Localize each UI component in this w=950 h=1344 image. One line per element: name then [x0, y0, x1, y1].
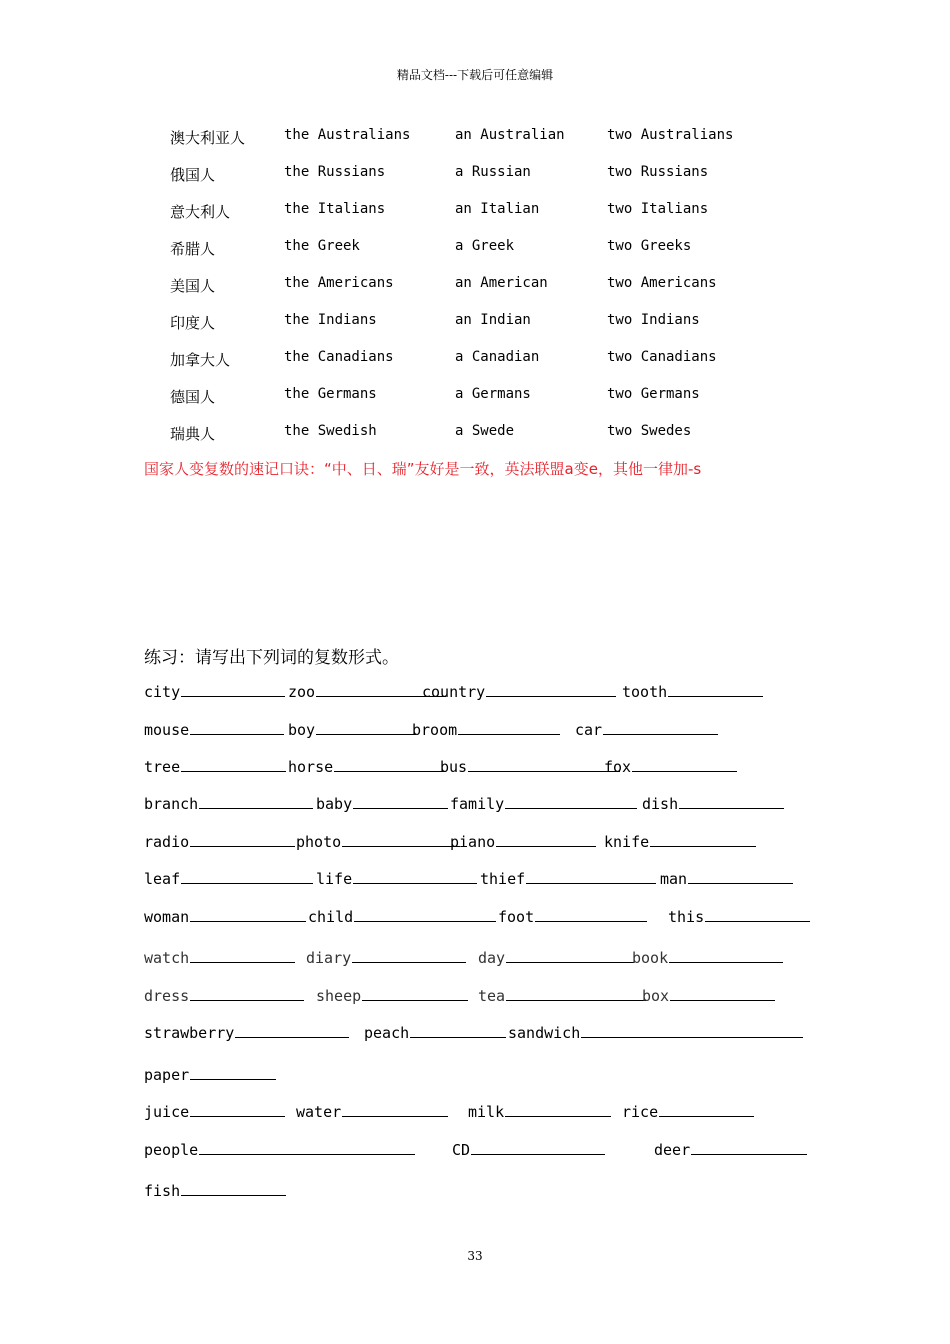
- nationality-row: [0, 164, 950, 188]
- exercise-word: tooth: [622, 683, 668, 701]
- exercise-item: [296, 1102, 448, 1121]
- answer-blank[interactable]: [181, 757, 286, 772]
- nationality-single: an Australian: [455, 127, 565, 143]
- exercise-word: sheep: [316, 987, 362, 1005]
- exercise-item: [144, 720, 284, 739]
- nationality-chinese: 德国人: [170, 388, 216, 406]
- nationality-group: the Swedish: [284, 423, 377, 439]
- nationality-plural: two Indians: [607, 312, 700, 328]
- exercise-word: piano: [450, 833, 496, 851]
- exercise-item: [144, 1140, 415, 1159]
- exercise-item: [450, 794, 637, 813]
- answer-blank[interactable]: [199, 1140, 415, 1155]
- exercise-row: [144, 682, 824, 708]
- exercise-item: [642, 794, 784, 813]
- answer-blank[interactable]: [679, 794, 784, 809]
- nationality-single: a Greek: [455, 238, 515, 254]
- exercise-word: family: [450, 795, 505, 813]
- nationality-chinese: 瑞典人: [170, 425, 216, 443]
- nationality-single: an American: [455, 275, 548, 291]
- exercise-item: [308, 907, 496, 926]
- exercise-item: [632, 948, 783, 967]
- exercise-word: peach: [364, 1024, 410, 1042]
- nationality-chinese: 美国人: [170, 277, 216, 295]
- nationality-plural: two Greeks: [607, 238, 692, 254]
- answer-blank[interactable]: [334, 757, 446, 772]
- exercise-row: [144, 948, 824, 974]
- exercise-item: [144, 986, 304, 1005]
- exercise-word: photo: [296, 833, 342, 851]
- answer-blank[interactable]: [496, 832, 596, 847]
- nationality-group: the Australians: [284, 127, 411, 143]
- exercise-word: bus: [440, 758, 468, 776]
- answer-blank[interactable]: [352, 948, 466, 963]
- page-header: 精品文档---下载后可任意编辑: [396, 68, 554, 82]
- exercise-item: [575, 720, 718, 739]
- exercise-word: woman: [144, 908, 190, 926]
- answer-blank[interactable]: [526, 869, 656, 884]
- exercise-item: [654, 1140, 807, 1159]
- exercise-word: book: [632, 949, 669, 967]
- exercise-word: leaf: [144, 870, 181, 888]
- exercise-item: [478, 986, 646, 1005]
- nationality-plural: two Australians: [607, 127, 734, 143]
- exercise-item: [144, 1065, 276, 1084]
- answer-blank[interactable]: [505, 1102, 611, 1117]
- exercise-item: [622, 682, 763, 701]
- nationality-plural: two Italians: [607, 201, 709, 217]
- exercise-word: city: [144, 683, 181, 701]
- nationality-single: a Russian: [455, 164, 531, 180]
- exercise-word: radio: [144, 833, 190, 851]
- answer-blank[interactable]: [342, 832, 460, 847]
- answer-blank[interactable]: [705, 907, 810, 922]
- exercise-row: [144, 794, 824, 820]
- exercise-word: foot: [498, 908, 535, 926]
- nationality-row: [0, 201, 950, 225]
- exercise-word: CD: [452, 1141, 471, 1159]
- exercise-item: [316, 869, 477, 888]
- answer-blank[interactable]: [659, 1102, 754, 1117]
- nationality-row: [0, 349, 950, 373]
- nationality-group: the Americans: [284, 275, 394, 291]
- exercise-word: dish: [642, 795, 679, 813]
- exercise-word: child: [308, 908, 354, 926]
- exercise-item: [422, 682, 616, 701]
- exercise-word: horse: [288, 758, 334, 776]
- exercise-word: water: [296, 1103, 342, 1121]
- exercise-item: [364, 1023, 506, 1042]
- nationality-row: [0, 127, 950, 151]
- exercise-word: watch: [144, 949, 190, 967]
- nationality-group: the Russians: [284, 164, 386, 180]
- nationality-chinese: 加拿大人: [170, 351, 231, 369]
- nationality-single: an Indian: [455, 312, 531, 328]
- answer-blank[interactable]: [190, 720, 284, 735]
- exercise-word: paper: [144, 1066, 190, 1084]
- nationality-group: the Greek: [284, 238, 360, 254]
- exercise-word: rice: [622, 1103, 659, 1121]
- exercise-row: [144, 986, 824, 1012]
- exercise-item: [478, 948, 634, 967]
- exercise-item: [288, 720, 416, 739]
- exercise-word: mouse: [144, 721, 190, 739]
- exercise-item: [622, 1102, 754, 1121]
- exercise-word: broom: [412, 721, 458, 739]
- exercise-item: [604, 832, 756, 851]
- exercise-word: tea: [478, 987, 506, 1005]
- exercise-word: boy: [288, 721, 316, 739]
- exercise-item: [144, 794, 313, 813]
- exercise-word: fish: [144, 1182, 181, 1200]
- exercise-word: thief: [480, 870, 526, 888]
- nationality-group: the Germans: [284, 386, 377, 402]
- exercise-item: [604, 757, 737, 776]
- exercise-word: zoo: [288, 683, 316, 701]
- exercise-word: strawberry: [144, 1024, 235, 1042]
- exercise-item: [296, 832, 460, 851]
- nationality-chinese: 印度人: [170, 314, 216, 332]
- exercise-item: [144, 869, 313, 888]
- nationality-plural: two Germans: [607, 386, 700, 402]
- exercise-item: [440, 757, 620, 776]
- nationality-single: a Canadian: [455, 349, 540, 365]
- answer-blank[interactable]: [181, 682, 285, 697]
- answer-blank[interactable]: [316, 720, 416, 735]
- nationality-row: [0, 238, 950, 262]
- nationality-chinese: 意大利人: [170, 203, 231, 221]
- exercise-row: [144, 869, 824, 895]
- nationality-row: [0, 386, 950, 410]
- exercise-item: [144, 832, 295, 851]
- answer-blank[interactable]: [650, 832, 756, 847]
- exercise-row: [144, 832, 824, 858]
- exercise-word: car: [575, 721, 603, 739]
- nationality-plural: two Americans: [607, 275, 717, 291]
- answer-blank[interactable]: [505, 794, 637, 809]
- exercise-item: [498, 907, 647, 926]
- exercise-word: people: [144, 1141, 199, 1159]
- exercise-item: [316, 794, 448, 813]
- nationality-single: an Italian: [455, 201, 540, 217]
- nationality-group: the Canadians: [284, 349, 394, 365]
- plural-mnemonic-tip: 国家人变复数的速记口诀：“中、日、瑞”友好是一致，英法联盟a变e，其他一律加-s: [144, 460, 702, 478]
- answer-blank[interactable]: [362, 986, 468, 1001]
- nationality-chinese: 俄国人: [170, 166, 216, 184]
- answer-blank[interactable]: [691, 1140, 807, 1155]
- answer-blank[interactable]: [410, 1023, 506, 1038]
- page-number: 33: [467, 1249, 483, 1263]
- answer-blank[interactable]: [506, 986, 646, 1001]
- exercise-item: [316, 986, 468, 1005]
- answer-blank[interactable]: [468, 757, 620, 772]
- nationality-single: a Swede: [455, 423, 515, 439]
- exercise-item: [450, 832, 596, 851]
- exercise-item: [412, 720, 560, 739]
- exercise-word: tree: [144, 758, 181, 776]
- answer-blank[interactable]: [506, 948, 634, 963]
- exercise-row: [144, 1023, 824, 1049]
- exercise-item: [452, 1140, 605, 1159]
- answer-blank[interactable]: [190, 986, 304, 1001]
- exercise-item: [660, 869, 793, 888]
- nationality-row: [0, 275, 950, 299]
- nationality-row: [0, 423, 950, 447]
- answer-blank[interactable]: [535, 907, 647, 922]
- answer-blank[interactable]: [486, 682, 616, 697]
- exercise-word: baby: [316, 795, 353, 813]
- nationality-plural: two Canadians: [607, 349, 717, 365]
- answer-blank[interactable]: [235, 1023, 349, 1038]
- answer-blank[interactable]: [190, 1102, 285, 1117]
- answer-blank[interactable]: [353, 794, 448, 809]
- exercise-word: knife: [604, 833, 650, 851]
- exercise-row: [144, 1140, 824, 1166]
- answer-blank[interactable]: [471, 1140, 605, 1155]
- exercise-word: man: [660, 870, 688, 888]
- exercise-item: [144, 1181, 286, 1200]
- nationality-plural: two Swedes: [607, 423, 692, 439]
- answer-blank[interactable]: [190, 1065, 276, 1080]
- answer-blank[interactable]: [190, 948, 295, 963]
- exercise-item: [468, 1102, 611, 1121]
- answer-blank[interactable]: [181, 1181, 286, 1196]
- exercise-item: [508, 1023, 803, 1042]
- answer-blank[interactable]: [668, 682, 763, 697]
- answer-blank[interactable]: [688, 869, 793, 884]
- exercise-item: [144, 682, 285, 701]
- exercise-word: sandwich: [508, 1024, 581, 1042]
- exercise-row: [144, 1102, 824, 1128]
- exercise-word: this: [668, 908, 705, 926]
- exercise-row: [144, 1065, 824, 1091]
- answer-blank[interactable]: [458, 720, 560, 735]
- answer-blank[interactable]: [181, 869, 313, 884]
- exercise-item: [144, 1102, 285, 1121]
- exercise-item: [288, 757, 446, 776]
- exercise-item: [668, 907, 810, 926]
- exercise-item: [144, 1023, 349, 1042]
- answer-blank[interactable]: [669, 948, 783, 963]
- answer-blank[interactable]: [581, 1023, 803, 1038]
- exercise-word: fox: [604, 758, 632, 776]
- nationality-plural: two Russians: [607, 164, 709, 180]
- exercise-word: life: [316, 870, 353, 888]
- nationality-group: the Italians: [284, 201, 386, 217]
- exercise-word: box: [642, 987, 670, 1005]
- answer-blank[interactable]: [670, 986, 775, 1001]
- answer-blank[interactable]: [603, 720, 718, 735]
- exercise-row: [144, 1181, 824, 1207]
- exercise-word: country: [422, 683, 486, 701]
- exercise-word: branch: [144, 795, 199, 813]
- answer-blank[interactable]: [353, 869, 477, 884]
- exercise-item: [144, 907, 306, 926]
- exercise-title: 练习：请写出下列词的复数形式。: [144, 648, 399, 668]
- exercise-word: deer: [654, 1141, 691, 1159]
- exercise-item: [642, 986, 775, 1005]
- nationality-row: [0, 312, 950, 336]
- answer-blank[interactable]: [190, 907, 306, 922]
- exercise-row: [144, 907, 824, 933]
- answer-blank[interactable]: [190, 832, 295, 847]
- answer-blank[interactable]: [199, 794, 313, 809]
- exercise-row: [144, 757, 824, 783]
- exercise-word: milk: [468, 1103, 505, 1121]
- answer-blank[interactable]: [354, 907, 496, 922]
- exercise-word: dress: [144, 987, 190, 1005]
- nationality-group: the Indians: [284, 312, 377, 328]
- exercise-row: [144, 720, 824, 746]
- exercise-item: [144, 948, 295, 967]
- exercise-item: [144, 757, 286, 776]
- exercise-word: day: [478, 949, 506, 967]
- exercise-item: [306, 948, 466, 967]
- nationality-chinese: 希腊人: [170, 240, 216, 258]
- nationality-single: a Germans: [455, 386, 531, 402]
- exercise-item: [480, 869, 656, 888]
- exercise-word: diary: [306, 949, 352, 967]
- answer-blank[interactable]: [342, 1102, 448, 1117]
- nationality-chinese: 澳大利亚人: [170, 129, 246, 147]
- answer-blank[interactable]: [632, 757, 737, 772]
- exercise-word: juice: [144, 1103, 190, 1121]
